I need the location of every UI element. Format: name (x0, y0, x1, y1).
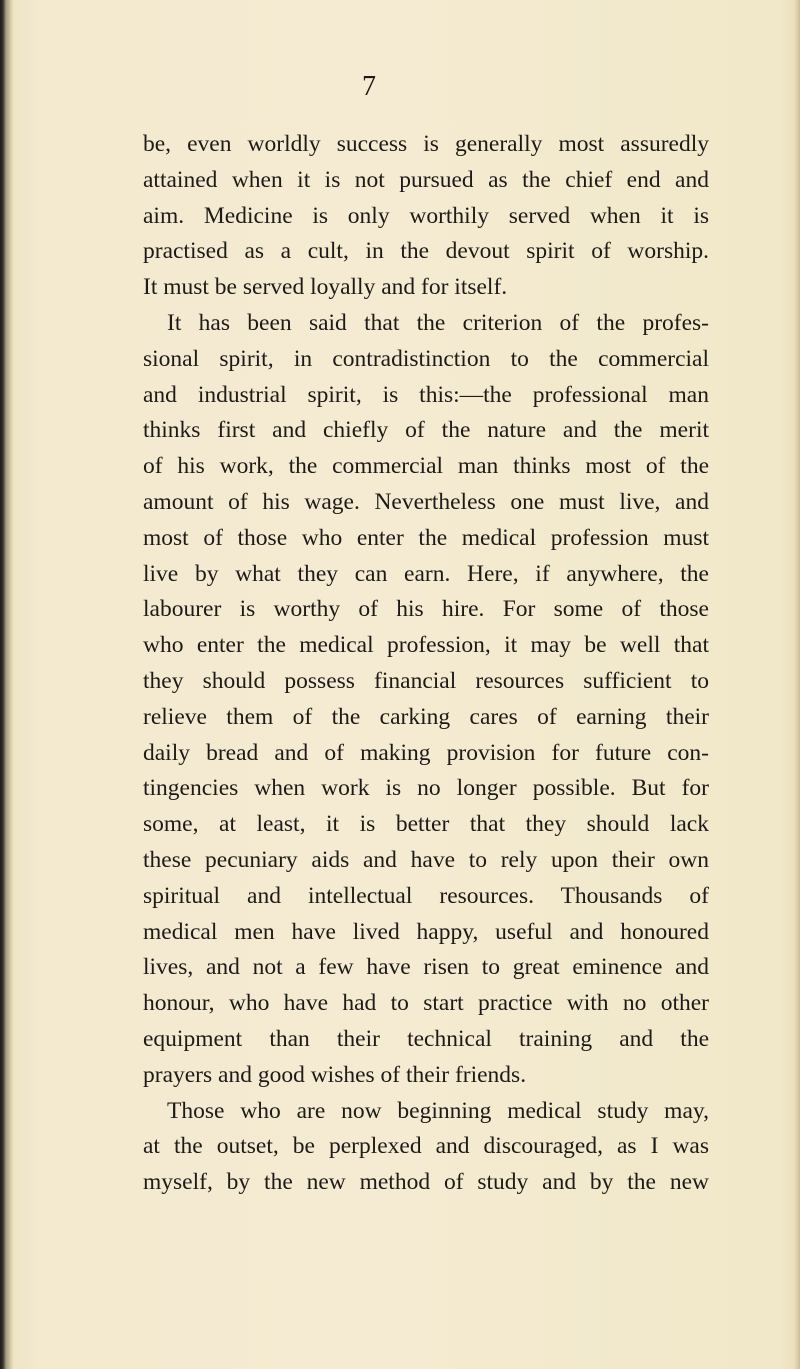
text-line: attained when it is not pursued as the chief end and (143, 166, 709, 193)
page-edge (794, 0, 800, 1369)
text-line: It must be served loyally and for itself. (143, 274, 508, 301)
text-line: lives, and not a few have risen to great eminence and (143, 954, 709, 981)
text-line: relieve them of the carking cares of earning their (143, 703, 709, 730)
text-line: most of those who enter the medical profession must (143, 524, 709, 551)
text-line: labourer is worthy of his hire. For some of those (143, 596, 709, 623)
text-line: myself, by the new method of study and by the new (143, 1169, 709, 1196)
text-line: Those who are now beginning medical study may, (167, 1097, 709, 1124)
text-line: these pecuniary aids and have to rely upon their own (143, 846, 709, 873)
page-number: 7 (362, 71, 376, 102)
text-line: prayers and good wishes of their friends. (143, 1061, 527, 1088)
text-line: thinks first and chiefly of the nature and the merit (143, 417, 709, 444)
text-line: some, at least, it is better that they should lack (143, 811, 709, 838)
text-line: amount of his wage. Nevertheless one must live, and (143, 488, 709, 515)
text-line: and industrial spirit, is this:—the professional man (143, 381, 709, 408)
text-line: medical men have lived happy, useful and honoured (143, 918, 709, 945)
text-line: at the outset, be perplexed and discouraged, as I was (143, 1133, 709, 1160)
text-line: spiritual and intellectual resources. Thousands of (143, 882, 709, 909)
text-line: they should possess financial resources sufficient to (143, 667, 709, 694)
body-text (143, 127, 709, 1201)
text-line: tingencies when work is no longer possible. But for (143, 775, 709, 802)
text-line: who enter the medical profession, it may be well that (143, 632, 709, 659)
text-line: of his work, the commercial man thinks most of the (143, 453, 709, 480)
text-line: sional spirit, in contradistinction to the commercial (143, 345, 709, 372)
text-line: honour, who have had to start practice with no other (143, 990, 709, 1017)
text-line: be, even worldly success is generally most assuredly (143, 131, 709, 157)
text-line: equipment than their technical training and the (143, 1025, 709, 1052)
text-line: practised as a cult, in the devout spirit of worship. (143, 238, 709, 265)
text-line: daily bread and of making provision for future con- (143, 739, 709, 766)
text-line: It has been said that the criterion of the profes- (167, 309, 709, 336)
text-line: aim. Medicine is only worthily served when it is (143, 202, 709, 229)
text-line: live by what they can earn. Here, if anywhere, the (143, 560, 709, 587)
spine-shadow (0, 0, 14, 1369)
